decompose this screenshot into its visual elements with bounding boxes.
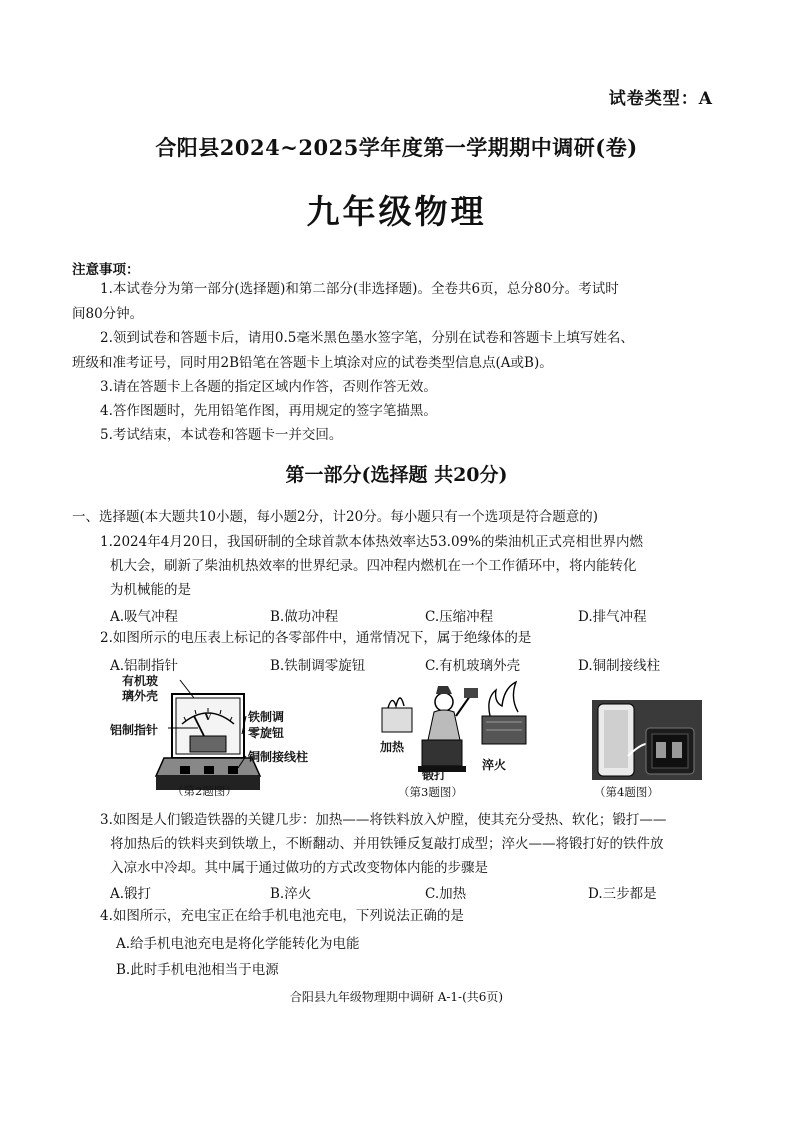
q1-stem-line: 1.2024年4月20日，我国研制的全球首款本体热效率达53.09%的柴油机正式亮相世界内燃 [100,534,643,550]
q3-stem-line: 入凉水中冷却。其中属于通过做功的方式改变物体内能的步骤是 [110,860,488,876]
label-heat: 加热 [380,740,405,754]
label-shell: 有机玻 [122,674,159,688]
q4-stem: 4.如图所示，充电宝正在给手机电池充电，下列说法正确的是 [100,908,464,924]
q2-option-c: C.有机玻璃外壳 [425,658,521,674]
subject-title: 九年级物理 [306,192,487,231]
q4-option-b: B.此时手机电池相当于电源 [116,962,279,978]
charging-photo [592,700,702,786]
figure-4-caption: （第4题图） [594,785,659,799]
q2-option-a: A.铝制指针 [110,658,179,674]
q3-option-a: A.锻打 [110,886,152,902]
exam-title: 合阳县2024~2025学年度第一学期期中调研(卷) [155,135,638,160]
q3-option-b: B.淬火 [270,886,312,902]
q1-stem-line: 机大会，刷新了柴油机热效率的世界纪录。四冲程内燃机在一个工作循环中，将内能转化 [110,558,637,574]
section-instruction: 一、选择题(本大题共10小题，每小题2分，计20分。每小题只有一个选项是符合题意的) [72,509,598,525]
figure-3-forging [378,678,548,806]
notes-line: 4.答作图题时，先用铅笔作图，再用规定的签字笔描黑。 [100,403,437,419]
q3-stem-line: 3.如图是人们锻造铁器的关键几步：加热——将铁料放入炉膛，使其充分受热、软化；锻打—— [100,812,667,828]
notes-line: 班级和准考证号，同时用2B铅笔在答题卡上填涂对应的试卷类型信息点(A或B)。 [72,355,553,371]
label-quench: 淬火 [482,758,507,772]
q2-stem: 2.如图所示的电压表上标记的各零部件中，通常情况下，属于绝缘体的是 [100,630,532,646]
notes-line: 3.请在答题卡上各题的指定区域内作答，否则作答无效。 [100,379,437,395]
notes-line: 2.领到试卷和答题卡后，请用0.5毫米黑色墨水签字笔，分别在试卷和答题卡上填写姓名、 [100,330,634,346]
label-shell: 璃外壳 [122,689,159,703]
q1-stem-line: 为机械能的是 [110,582,191,598]
q1-option-a: A.吸气冲程 [110,609,179,625]
label-forge: 锻打 [422,768,447,782]
figure-4-charging [592,700,702,806]
q3-option-d: D.三步都是 [588,886,657,902]
notes-line: 5.考试结束，本试卷和答题卡一并交回。 [100,427,343,443]
q2-option-d: D.铜制接线柱 [578,658,661,674]
page-footer: 合阳县九年级物理期中调研 A-1-(共6页) [289,990,504,1004]
figure-3-caption: （第3题图） [398,785,463,799]
q4-option-a: A.给手机电池充电是将化学能转化为电能 [116,936,360,952]
notes-line: 1.本试卷分为第一部分(选择题)和第二部分(非选择题)。全卷共6页，总分80分。考试时 [100,281,619,297]
q3-stem-line: 将加热后的铁料夹到铁墩上，不断翻动、并用铁锤反复敲打成型；淬火——将锻打好的铁件放 [110,836,664,852]
figure-2-voltmeter [110,672,330,802]
notes-heading: 注意事项： [72,262,140,278]
figure-2-caption: （第2题图） [172,784,237,798]
q1-option-c: C.压缩冲程 [425,609,494,625]
label-pointer: 铝制指针 [110,723,159,737]
paper-type: 试卷类型：A [608,89,713,109]
dial-v-mark: V [204,712,212,723]
q1-option-b: B.做功冲程 [270,609,339,625]
q2-option-b: B.铁制调零旋钮 [270,658,366,674]
label-knob: 零旋钮 [248,726,285,740]
notes-line: 间80分钟。 [72,306,144,322]
section-title: 第一部分(选择题 共20分) [285,464,508,486]
q1-option-d: D.排气冲程 [578,609,647,625]
label-terminal: 铜制接线柱 [248,750,309,764]
q3-option-c: C.加热 [425,886,467,902]
label-knob: 铁制调 [248,710,285,724]
